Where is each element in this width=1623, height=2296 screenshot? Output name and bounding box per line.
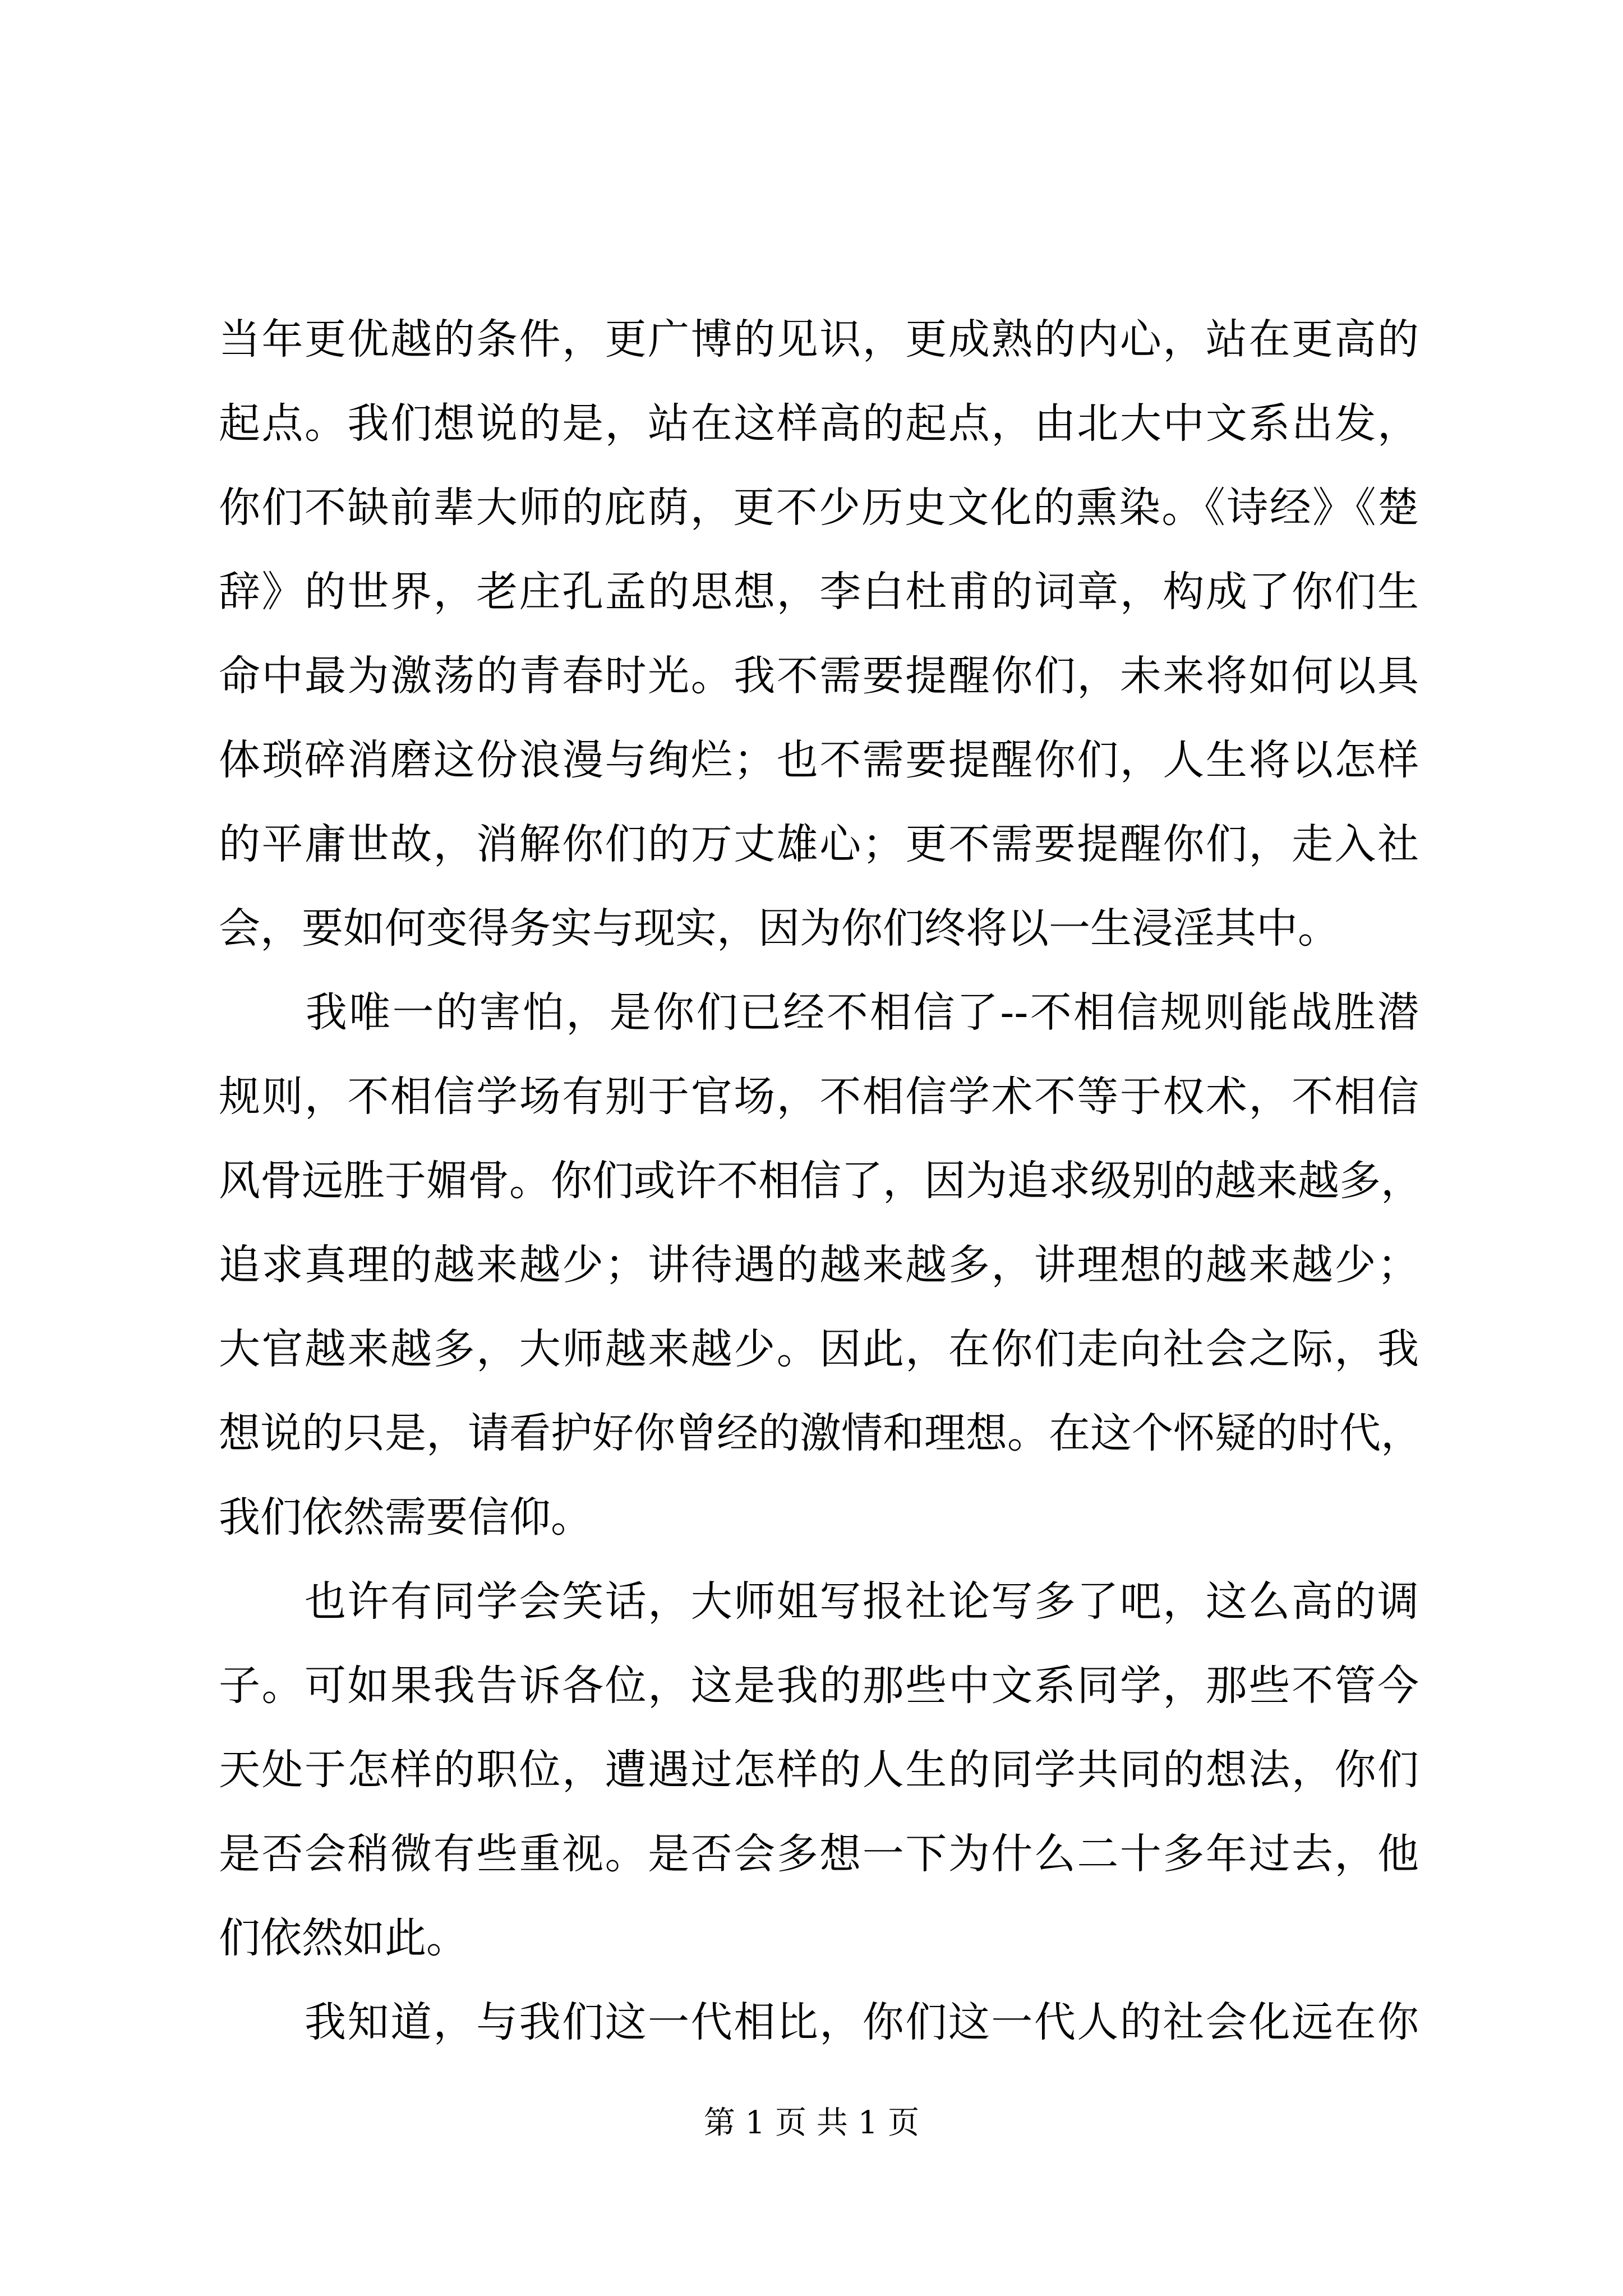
text-line: 大官越来越多，大师越来越少。因此，在你们走向社会之际，我 (219, 1325, 1419, 1373)
body-text (219, 297, 1422, 2064)
text-line: 们依然如此。 (219, 1914, 468, 1962)
text-line: 风骨远胜于媚骨。你们或许不相信了，因为追求级别的越来越多， (219, 1157, 1422, 1205)
text-line: 命中最为激荡的青春时光。我不需要提醒你们，未来将如何以具 (219, 652, 1419, 700)
text-line: 天处于怎样的职位，遭遇过怎样的人生的同学共同的想法，你们 (219, 1746, 1419, 1794)
page-footer: 第 1 页 共 1 页 (703, 2105, 920, 2141)
text-line: 当年更优越的条件，更广博的见识，更成熟的内心，站在更高的 (219, 315, 1419, 364)
text-line: 规则，不相信学场有别于官场，不相信学术不等于权术，不相信 (219, 1073, 1419, 1121)
text-line: 的平庸世故，消解你们的万丈雄心；更不需要提醒你们，走入社 (219, 820, 1419, 868)
text-line: 是否会稍微有些重视。是否会多想一下为什么二十多年过去，他 (219, 1830, 1419, 1878)
text-line: 我唯一的害怕，是你们已经不相信了--不相信规则能战胜潜 (219, 988, 1419, 1037)
text-line: 追求真理的越来越少；讲待遇的越来越多，讲理想的越来越少； (219, 1241, 1419, 1289)
text-line: 想说的只是，请看护好你曾经的激情和理想。在这个怀疑的时代， (219, 1409, 1422, 1457)
text-line: 会，要如何变得务实与现实，因为你们终将以一生浸淫其中。 (219, 904, 1339, 953)
text-line: 我知道，与我们这一代相比，你们这一代人的社会化远在你 (219, 1998, 1419, 2046)
text-line: 辞》的世界，老庄孔孟的思想，李白杜甫的词章，构成了你们生 (219, 568, 1419, 616)
text-line: 也许有同学会笑话，大师姐写报社论写多了吧，这么高的调 (219, 1577, 1419, 1626)
text-line: 起点。我们想说的是，站在这样高的起点，由北大中文系出发， (219, 399, 1419, 448)
text-line: 子。可如果我告诉各位，这是我的那些中文系同学，那些不管今 (219, 1662, 1419, 1710)
text-line: 我们依然需要信仰。 (219, 1493, 592, 1542)
text-line: 你们不缺前辈大师的庇荫，更不少历史文化的熏染。《诗经》《楚 (219, 484, 1419, 532)
text-line: 体琐碎消磨这份浪漫与绚烂；也不需要提醒你们，人生将以怎样 (219, 736, 1419, 784)
